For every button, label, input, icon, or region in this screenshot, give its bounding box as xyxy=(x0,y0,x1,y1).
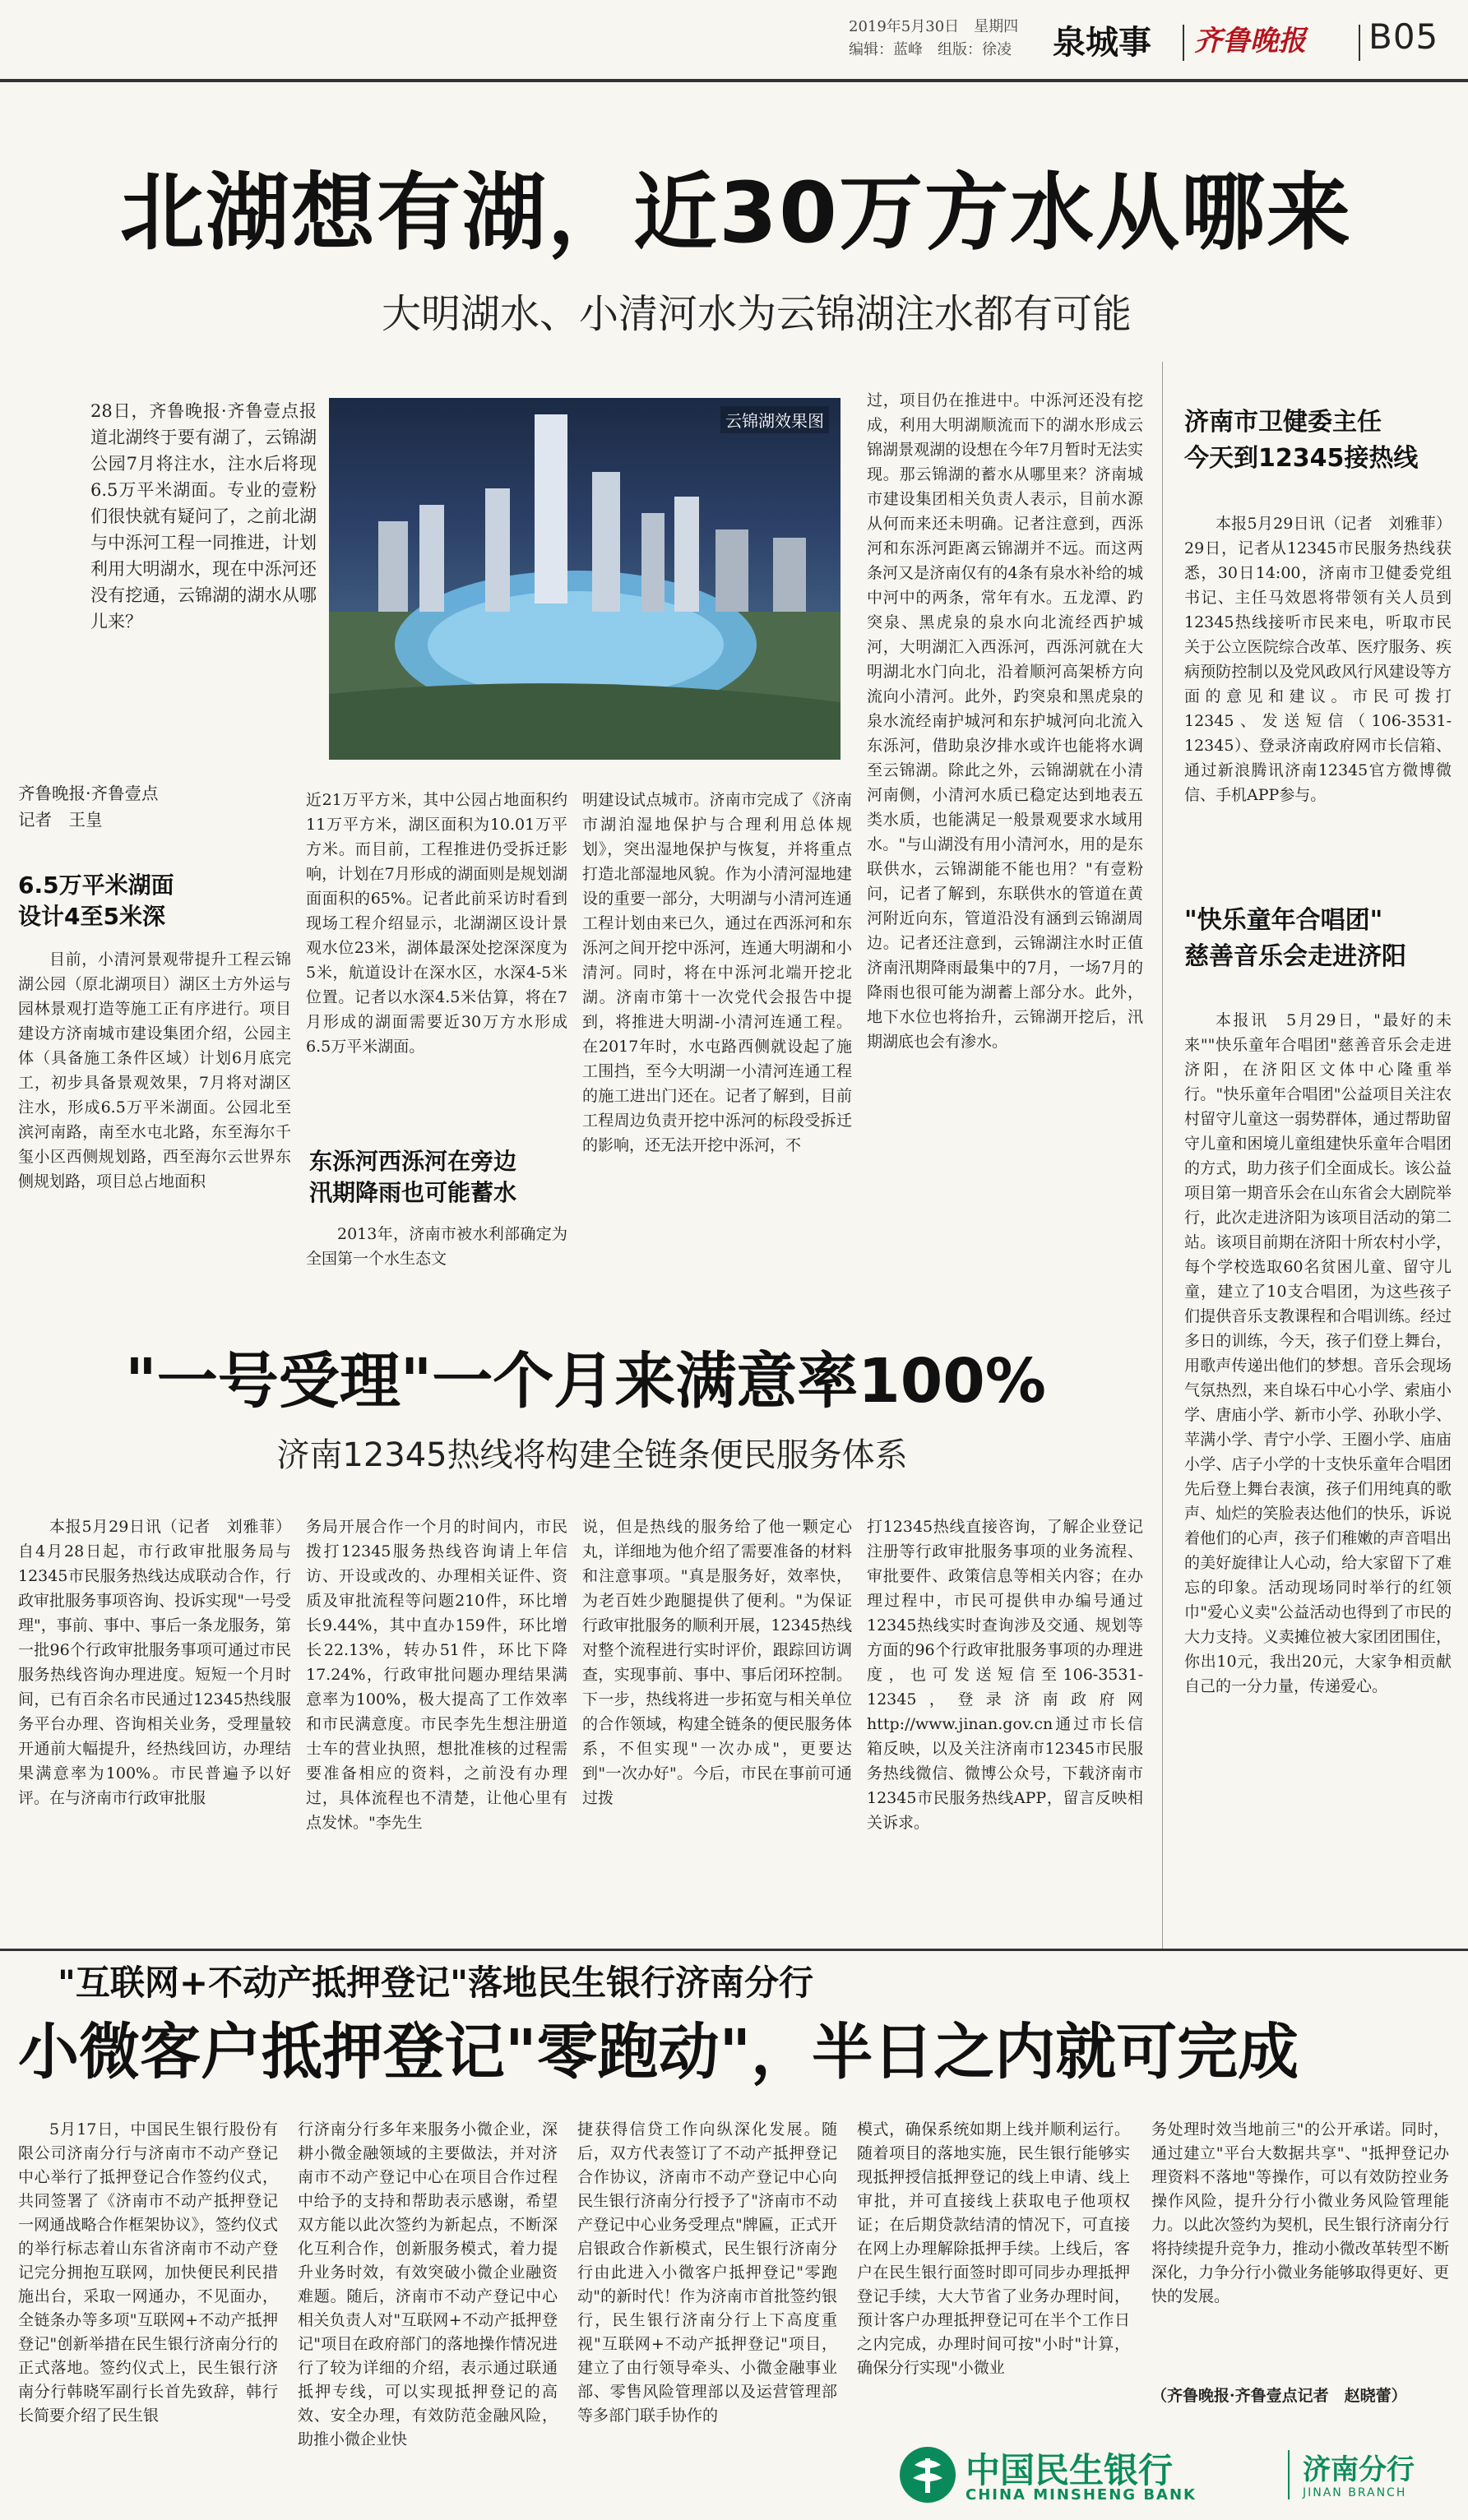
story2-col3: 说，但是热线的服务给了他一颗定心丸，详细地为他介绍了需要准备的材料和注意事项。"真是服务好，效率快，为老百姓少跑腿提供了便利。"为保证行政审批服务的顺利开展，12345热线对整个流程进行实时评价，跟踪回访调查，实现事前、事中、事后闭环控制。下一步，热线将进一步拓宽与相关单位的合作领域，构建全链条的便民服务体系，不但实现"一次办成"，更要达到"一次办好"。今后，市民在事前可通过拨 xyxy=(582,1518,852,1807)
byline-reporter: 记者 王皇 xyxy=(18,810,103,830)
story2-col2: 务局开展合作一个月的时间内，市民拨打12345服务热线咨询请上年信访、开设或改的、办理相关证件、资质及审批流程等问题210件，环比增长9.44%，其中直办159件，环比增长22.13%，转办51件，环比下降17.24%，行政审批问题办理结果满意率为100%，极大提高了工作效率和市民满意度。市民李先生想注册道士车的营业执照，想批准核的过程需要准备相应的资料，之前没有办理过，具体流程也不清楚，让他心里有点发怵。"李先生 xyxy=(306,1518,567,1832)
story3-col4: 模式，确保系统如期上线并顺利运行。随着项目的落地实施，民生银行能够实现抵押授信抵押登记的线上申请、线上审批，并可直接线上获取电子他项权证；在后期贷款结清的情况下，可直接在网上办理解除抵押手续。上线后，客户在民生银行面签时即可同步办理抵押登记手续，大大节省了业务办理时间，预计客户办理抵押登记可在半个工作日之内完成，办理时间可按"小时"计算，确保分行实现"小微业 xyxy=(857,2120,1130,2377)
masthead-rule xyxy=(0,79,1468,82)
bank-name-en: CHINA MINSHENG BANK xyxy=(966,2486,1197,2504)
story3-col2: 行济南分行多年来服务小微企业，深耕小微金融领域的主要做法，并对济南市不动产登记中心在项目合作过程中给予的支持和帮助表示感谢，希望双方能以此次签约为新起点，不断深化互利合作，创新服务模式，着力提升业务时效，有效突破小微企业融资难题。随后，济南市不动产登记中心相关负责人对"互联网+不动产抵押登记"项目在政府部门的落地操作情况进行了较为详细的介绍，表示通过联通抵押专线，可以实现抵押登记的高效、安全办理，有效防范金融风险，助推小微企业快 xyxy=(298,2120,558,2448)
story1-col1: 目前，小清河景观带提升工程云锦湖公园（原北湖项目）湖区土方外运与园林景观打造等施工正有序进行。项目建设方济南城市建设集团介绍，公园主体（具备施工条件区域）计划6月底完工，初步具备景观效果，7月将对湖区注水，形成6.5万平米湖面。公园北至滨河南路，南至水屯北路，东至海尔千玺小区西侧规划路，西至海尔云世界东侧规划路，项目总占地面积 xyxy=(18,950,291,1191)
section-rule xyxy=(0,1949,1468,1951)
bank-branch-en: JINAN BRANCH xyxy=(1303,2486,1407,2499)
masthead-divider xyxy=(1183,25,1184,61)
story1-col4: 过，项目仍在推进中。中泺河还没有挖成，利用大明湖顺流而下的湖水形成云锦湖景观湖的设想在今年7月暂时无法实现。那云锦湖的蓄水从哪里来？济南城市建设集团相关负责人表示，目前水源从何而来还未明确。记者注意到，西泺河和东泺河距离云锦湖并不远。而这两条河又是济南仅有的4条有泉水补给的城中河中的两条，常年有水。五龙潭、趵突泉、黑虎泉的泉水向北流经西护城河，大明湖汇入西泺河，西泺河就在大明湖北水门向北，沿着顺河高架桥方向流向小清河。此外，趵突泉和黑虎泉的泉水流经南护城河和东护城河向北流入东泺河，借助泉汐排水或许也能将水调至云锦湖。除此之外，云锦湖就在小清河南侧，小清河水质已稳定达到地表五类水质，也能满足一般景观要求水域用水。"与山湖没有用小清河水，用的是东联供水，云锦湖能不能也用？"有壹粉问，记者了解到，东联供水的管道在黄河附近向东，管道沿没有涵到云锦湖周边。记者还注意到，云锦湖注水时正值济南汛期降雨最集中的7月，一场7月的降雨也很可能为湖蓄上部分水。此外，地下水位也将抬升，云锦湖开挖后，汛期湖底也会有渗水。 xyxy=(867,391,1143,1051)
story3-byline: （齐鲁晚报·齐鲁壹点记者 赵晓蕾） xyxy=(1151,2387,1407,2405)
masthead-divider xyxy=(1359,25,1360,61)
story1-headline: 北湖想有湖，近30万方水从哪来 xyxy=(120,164,1352,262)
story2-headline: "一号受理"一个月来满意率100% xyxy=(125,1346,1046,1417)
lake-rendering-art xyxy=(329,398,841,760)
story1-lead: 28日，齐鲁晚报·齐鲁壹点报道北湖终于要有湖了，云锦湖公园7月将注水，注水后将现6.5万平米湖面。专业的壹粉们很快就有疑问了，之前北湖与中泺河工程一同推进，计划利用大明湖水，现在中泺河还没有挖通，云锦湖的湖水从哪儿来？ xyxy=(90,401,317,631)
photo-caption: 云锦湖效果图 xyxy=(720,406,829,433)
bank-divider xyxy=(1288,2450,1290,2499)
story3-col3: 捷获得信贷工作向纵深化发展。随后，双方代表签订了不动产抵押登记合作协议，济南市不动产登记中心向民生银行济南分行授予了"济南市不动产登记中心业务受理点"牌匾，正式开启银政合作新模式，民生银行济南分行由此进入小微客户抵押登记"零跑动"的新时代！作为济南市首批签约银行，民生银行济南分行上下高度重视"互联网+不动产抵押登记"项目，建立了由行领导牵头、小微金融事业部、零售风险管理部以及运营管理部等多部门联手协作的 xyxy=(577,2120,837,2425)
story3-kicker: "互联网+不动产抵押登记"落地民生银行济南分行 xyxy=(58,1963,813,2003)
bank-logo-block xyxy=(893,2439,1461,2513)
story2-subheadline: 济南12345热线将构建全链条便民服务体系 xyxy=(276,1436,908,1474)
side2-headline: "快乐童年合唱团" 慈善音乐会走进济阳 xyxy=(1184,906,1406,971)
story1-col2b: 2013年，济南市被水利部确定为全国第一个水生态文 xyxy=(306,1225,567,1268)
story1-subheadline: 大明湖水、小清河水为云锦湖注水都有可能 xyxy=(381,291,1132,337)
bank-name-cn: 中国民生银行 xyxy=(966,2450,1174,2490)
story1-col2: 近21万平方米，其中公园占地面积约11万平方米，湖区面积为10.01万平方米。而目前，工程推进仍受拆迁影响，计划在7月形成的湖面则是规划湖面面积的65%。记者此前采访时看到现场工程介绍显示，北湖湖区设计景观水位23米，湖体最深处挖深深度为5米，航道设计在深水区，水深4-5米位置。记者以水深4.5米估算，将在7月形成的湖面需要近30万方水形成6.5万平米湖面。 xyxy=(306,791,567,1056)
section-name: 泉城事 xyxy=(1053,24,1151,62)
byline-org: 齐鲁晚报·齐鲁壹点 xyxy=(18,784,159,803)
side1-body: 本报5月29日讯（记者 刘雅菲）29日，记者从12345市民服务热线获悉，30日14:00，济南市卫健委党组书记、主任马效恩将带领有关人员到12345热线接听市民来电，听取市民关于公立医院综合改革、医疗服务、疾病预防控制以及党风政风行风建设等方面的意见和建议。市民可拨打12345、发送短信（106-3531-12345）、登录济南政府网市长信箱、通过新浪腾讯济南12345官方微博微信、手机APP参与。 xyxy=(1184,515,1452,804)
editor-credit: 编辑：蓝峰 组版：徐凌 xyxy=(849,41,1012,58)
side2-body: 本报讯 5月29日，"最好的未来""快乐童年合唱团"慈善音乐会走进济阳，在济阳区文体中心隆重举行。"快乐童年合唱团"公益项目关注农村留守儿童这一弱势群体，通过帮助留守儿童和困境儿童组建快乐童年合唱团的方式，助力孩子们全面成长。该公益项目第一期音乐会在山东省会大剧院举行，此次走进济阳为该项目活动的第二站。该项目前期在济阳十所农村小学，每个学校选取60名贫困儿童、留守儿童，建立了10支合唱团，为这些孩子们提供音乐支教课程和合唱训练。经过多日的训练，今天，孩子们登上舞台，用歌声传递出他们的梦想。音乐会现场气氛热烈，来自垛石中心小学、索庙小学、唐庙小学、新市小学、孙耿小学、苹满小学、青宁小学、王圈小学、庙庙小学、店子小学的十支快乐童年合唱团先后登上舞台表演，孩子们用纯真的歌声、灿烂的笑脸表达他们的快乐，诉说着他们的心声，孩子们稚嫩的声音唱出的美好旋律让人心动，给大家留下了难忘的印象。活动现场同时举行的红领巾"爱心义卖"公益活动也得到了市民的大力支持。义卖摊位被大家团团围住，你出10元，我出20元，大家争相贡献自己的一分力量，传递爱心。 xyxy=(1184,1011,1452,1695)
story1-subhead-1: 6.5万平米湖面 设计4至5米深 xyxy=(18,872,174,930)
bank-branch-cn: 济南分行 xyxy=(1303,2453,1415,2486)
page-number: B05 xyxy=(1368,16,1439,57)
story3-col1: 5月17日，中国民生银行股份有限公司济南分行与济南市不动产登记中心举行了抵押登记合作签约仪式，共同签署了《济南市不动产抵押登记一网通战略合作框架协议》，签约仪式的举行标志着山东省济南市不动产登记完分拥抱互联网，加快便民利民措施出台，采取一网通办，不见面办，全链条办等多项"互联网+不动产抵押登记"创新举措在民生银行济南分行的正式落地。签约仪式上，民生银行济南分行韩晓军副行长首先致辞，韩行长简要介绍了民生银 xyxy=(18,2120,278,2425)
story3-headline: 小微客户抵押登记"零跑动"，半日之内就可完成 xyxy=(18,2017,1299,2088)
issue-date: 2019年5月30日 星期四 xyxy=(849,18,1019,35)
story2-col1: 本报5月29日讯（记者 刘雅菲）自4月28日起，市行政审批服务局与12345市民服务热线达成联动合作，行政审批服务事项咨询、投诉实现"一号受理"，事前、事中、事后一条龙服务，第一批96个行政审批服务事项可通过市民服务热线咨询办理进度。短短一个月时间，已有百余名市民通过12345热线服务平台办理、咨询相关业务，受理量较开通前大幅提升，经热线回访，办理结果满意率为100%。市民普遍予以好评。在与济南市行政审批服 xyxy=(18,1518,291,1807)
story1-subhead-2: 东泺河西泺河在旁边 汛期降雨也可能蓄水 xyxy=(309,1148,517,1206)
side1-headline: 济南市卫健委主任 今天到12345接热线 xyxy=(1184,408,1419,473)
paper-logo: 齐鲁晚报 xyxy=(1194,25,1306,58)
story2-col4: 打12345热线直接咨询，了解企业登记注册等行政审批服务事项的业务流程、审批要件、政策信息等相关内容；在办理过程中，市民可提供申办编号通过12345热线实时查询涉及交通、规划等方面的96个行政审批服务事项的办理进度，也可发送短信至106-3531-12345，登录济南政府网http://www.jinan.gov.cn通过市长信箱反映，以及关注济南市12345市民服务热线微信、微博公众号，下载济南市12345市民服务热线APP，留言反映相关诉求。 xyxy=(867,1518,1143,1832)
column-rule xyxy=(1162,362,1163,1949)
bank-logo-icon xyxy=(900,2447,956,2503)
story3-col5: 务处理时效当地前三"的公开承诺。同时，通过建立"平台大数据共享"、"抵押登记办理资料不落地"等操作，可以有效防控业务操作风险，提升分行小微业务风险管理能力。以此次签约为契机，民生银行济南分行将持续提升竞争力，推动小微改革转型不断深化，力争分行小微业务能够取得更好、更快的发展。 xyxy=(1151,2120,1449,2305)
lake-rendering-photo xyxy=(329,398,841,760)
story1-col3: 明建设试点城市。济南市完成了《济南市湖泊湿地保护与合理利用总体规划》，突出湿地保护与恢复，并将重点打造北部湿地风貌。作为小清河湿地建设的重要一部分，大明湖与小清河连通工程计划由来已久，通过在西泺河和东泺河之间开挖中泺河，连通大明湖和小清河。同时，将在中泺河北端开挖北湖。济南市第十一次党代会报告中提到，将推进大明湖-小清河连通工程。在2017年时，水屯路西侧就设起了施工围挡，至今大明湖一小清河连通工程的施工进出门还在。记者了解到，目前工程周边负责开挖中泺河的标段受拆迁的影响，还无法开挖中泺河，不 xyxy=(582,791,852,1154)
